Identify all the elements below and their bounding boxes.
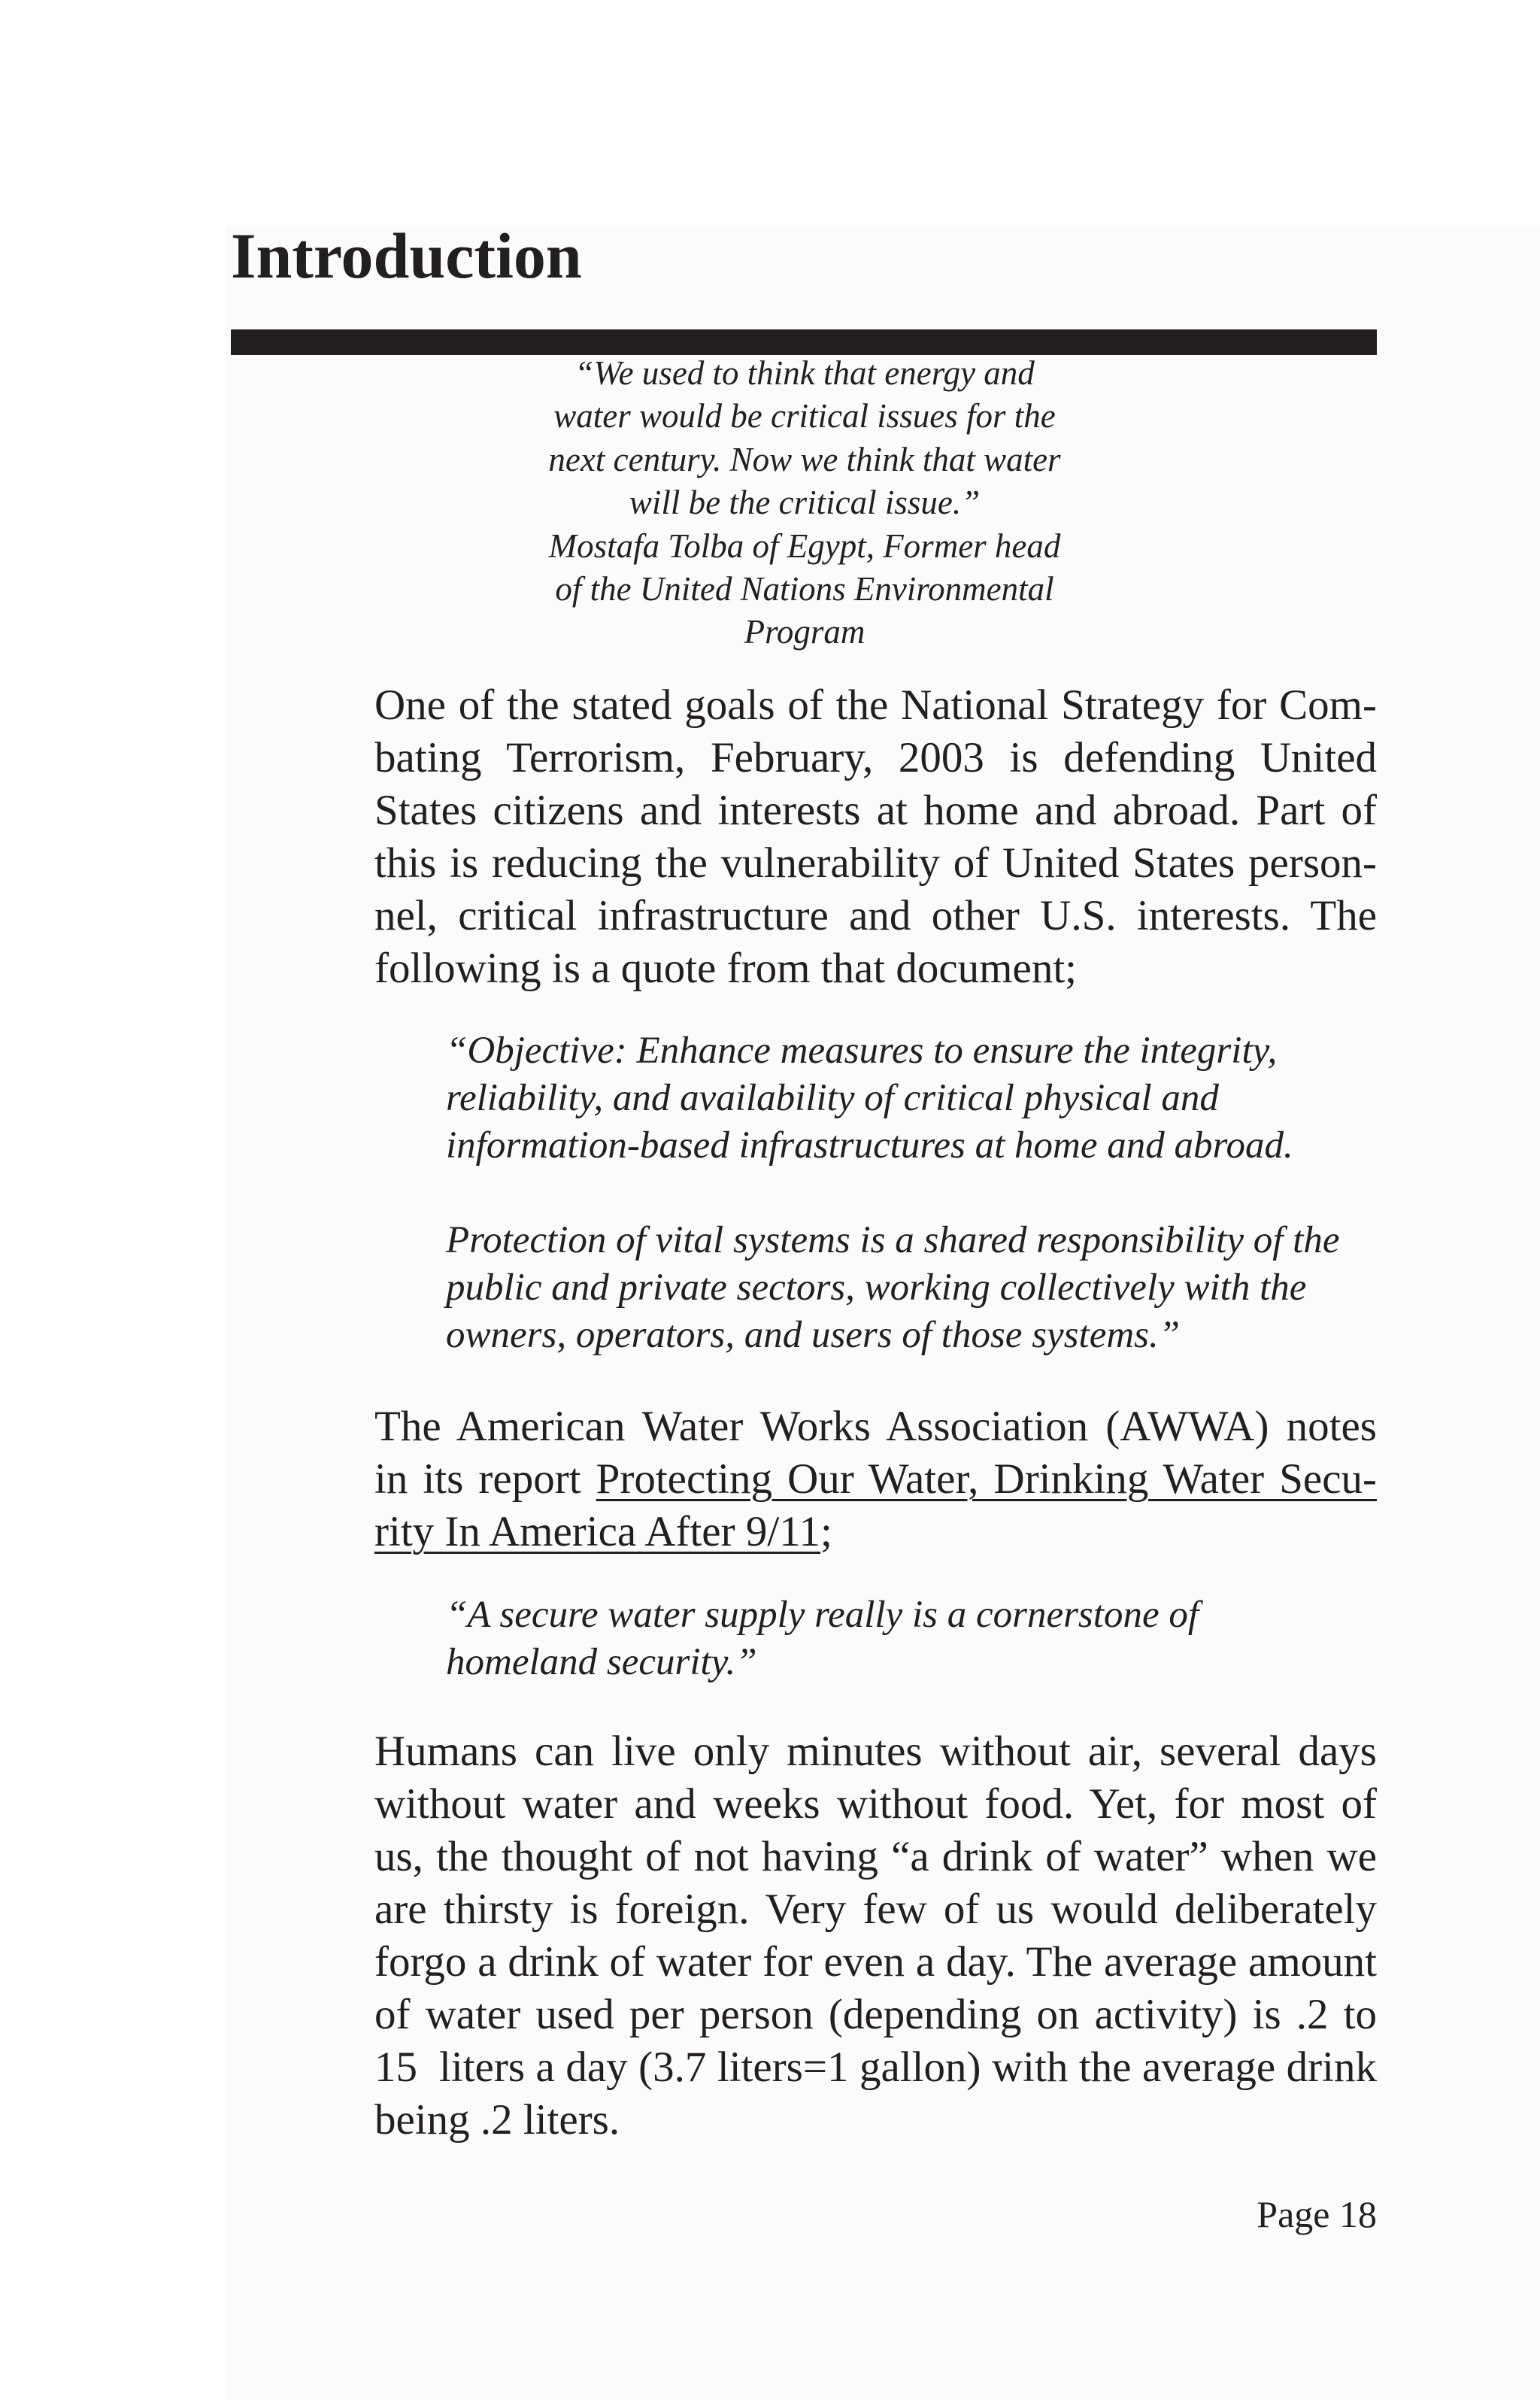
quote-line: owners, operators, and users of those systems.” (446, 1314, 1181, 1356)
quote-line: public and private sectors, working collectively with the (446, 1267, 1307, 1309)
paragraph-national-strategy (374, 679, 1377, 995)
quote-line: homeland security.” (446, 1641, 757, 1683)
title-rule (231, 329, 1377, 355)
quote-line: “Objective: Enhance measures to ensure the integrity, (446, 1030, 1278, 1072)
paragraph-line: without water and weeks without food. Yet, for most of (374, 1780, 1377, 1828)
paragraph-line: are thirsty is foreign. Very few of us would deliberately (374, 1886, 1377, 1933)
epigraph-line: will be the critical issue.” (629, 484, 981, 522)
paragraph-line: One of the stated goals of the National Strategy for Com- (374, 681, 1377, 729)
paragraph-line: bating Terrorism, February, 2003 is defending United (374, 734, 1377, 781)
paragraph-line: nel, critical infrastructure and other U.S. interests. The (374, 892, 1377, 939)
paragraph-line (374, 1506, 1377, 1558)
quote-line: information-based infrastructures at home and abroad. (446, 1124, 1293, 1167)
paragraph-line: us, the thought of not having “a drink of water” when we (374, 1833, 1377, 1880)
paragraph-text: in its report (374, 1455, 596, 1503)
paragraph-line: States citizens and interests at home and abroad. Part of (374, 787, 1377, 834)
paragraph-text: ; (820, 1508, 832, 1555)
quote-line: “A secure water supply really is a cornerstone of (446, 1594, 1199, 1636)
block-quote-objective (446, 1027, 1377, 1170)
paragraph-line: of water used per person (depending on activity) is .2 to (374, 1991, 1377, 2038)
paragraph-line: being .2 liters. (374, 2096, 620, 2144)
block-quote-protection (446, 1217, 1377, 1359)
epigraph-attribution-line: Mostafa Tolba of Egypt, Former head (548, 526, 1061, 565)
paragraph-line: The American Water Works Association (AWWA) notes (374, 1403, 1377, 1450)
paragraph-line: 15 liters a day (3.7 liters=1 gallon) with the average drink (374, 2043, 1377, 2091)
paragraph-line: following is a quote from that document; (374, 945, 1077, 992)
paragraph-line: Humans can live only minutes without air, several days (374, 1728, 1377, 1775)
paragraph-line (374, 1453, 1377, 1506)
page-title: Introduction (231, 220, 582, 292)
epigraph-attribution-line: Program (744, 613, 865, 651)
quote-line: Protection of vital systems is a shared responsibility of the (446, 1219, 1340, 1261)
page-number: Page 18 (1257, 2193, 1377, 2235)
quote-line: reliability, and availability of critical physical and (446, 1077, 1219, 1119)
epigraph-line: water would be critical issues for the (553, 397, 1056, 435)
report-title: rity In America After 9/11 (374, 1508, 821, 1555)
epigraph-quote (481, 352, 1128, 654)
report-title: Protecting Our Water, Drinking Water Secu- (596, 1455, 1377, 1503)
epigraph-attribution-line: of the United Nations Environmental (555, 570, 1054, 608)
paragraph-awwa (374, 1400, 1377, 1558)
paragraph-line: this is reducing the vulnerability of United States person- (374, 839, 1377, 887)
paragraph-line: forgo a drink of water for even a day. The average amount (374, 1938, 1377, 1986)
epigraph-line: next century. Now we think that water (548, 440, 1061, 478)
paragraph-water-needs (374, 1725, 1377, 2147)
block-quote-awwa (446, 1591, 1377, 1686)
epigraph-line: “We used to think that energy and (574, 354, 1035, 392)
